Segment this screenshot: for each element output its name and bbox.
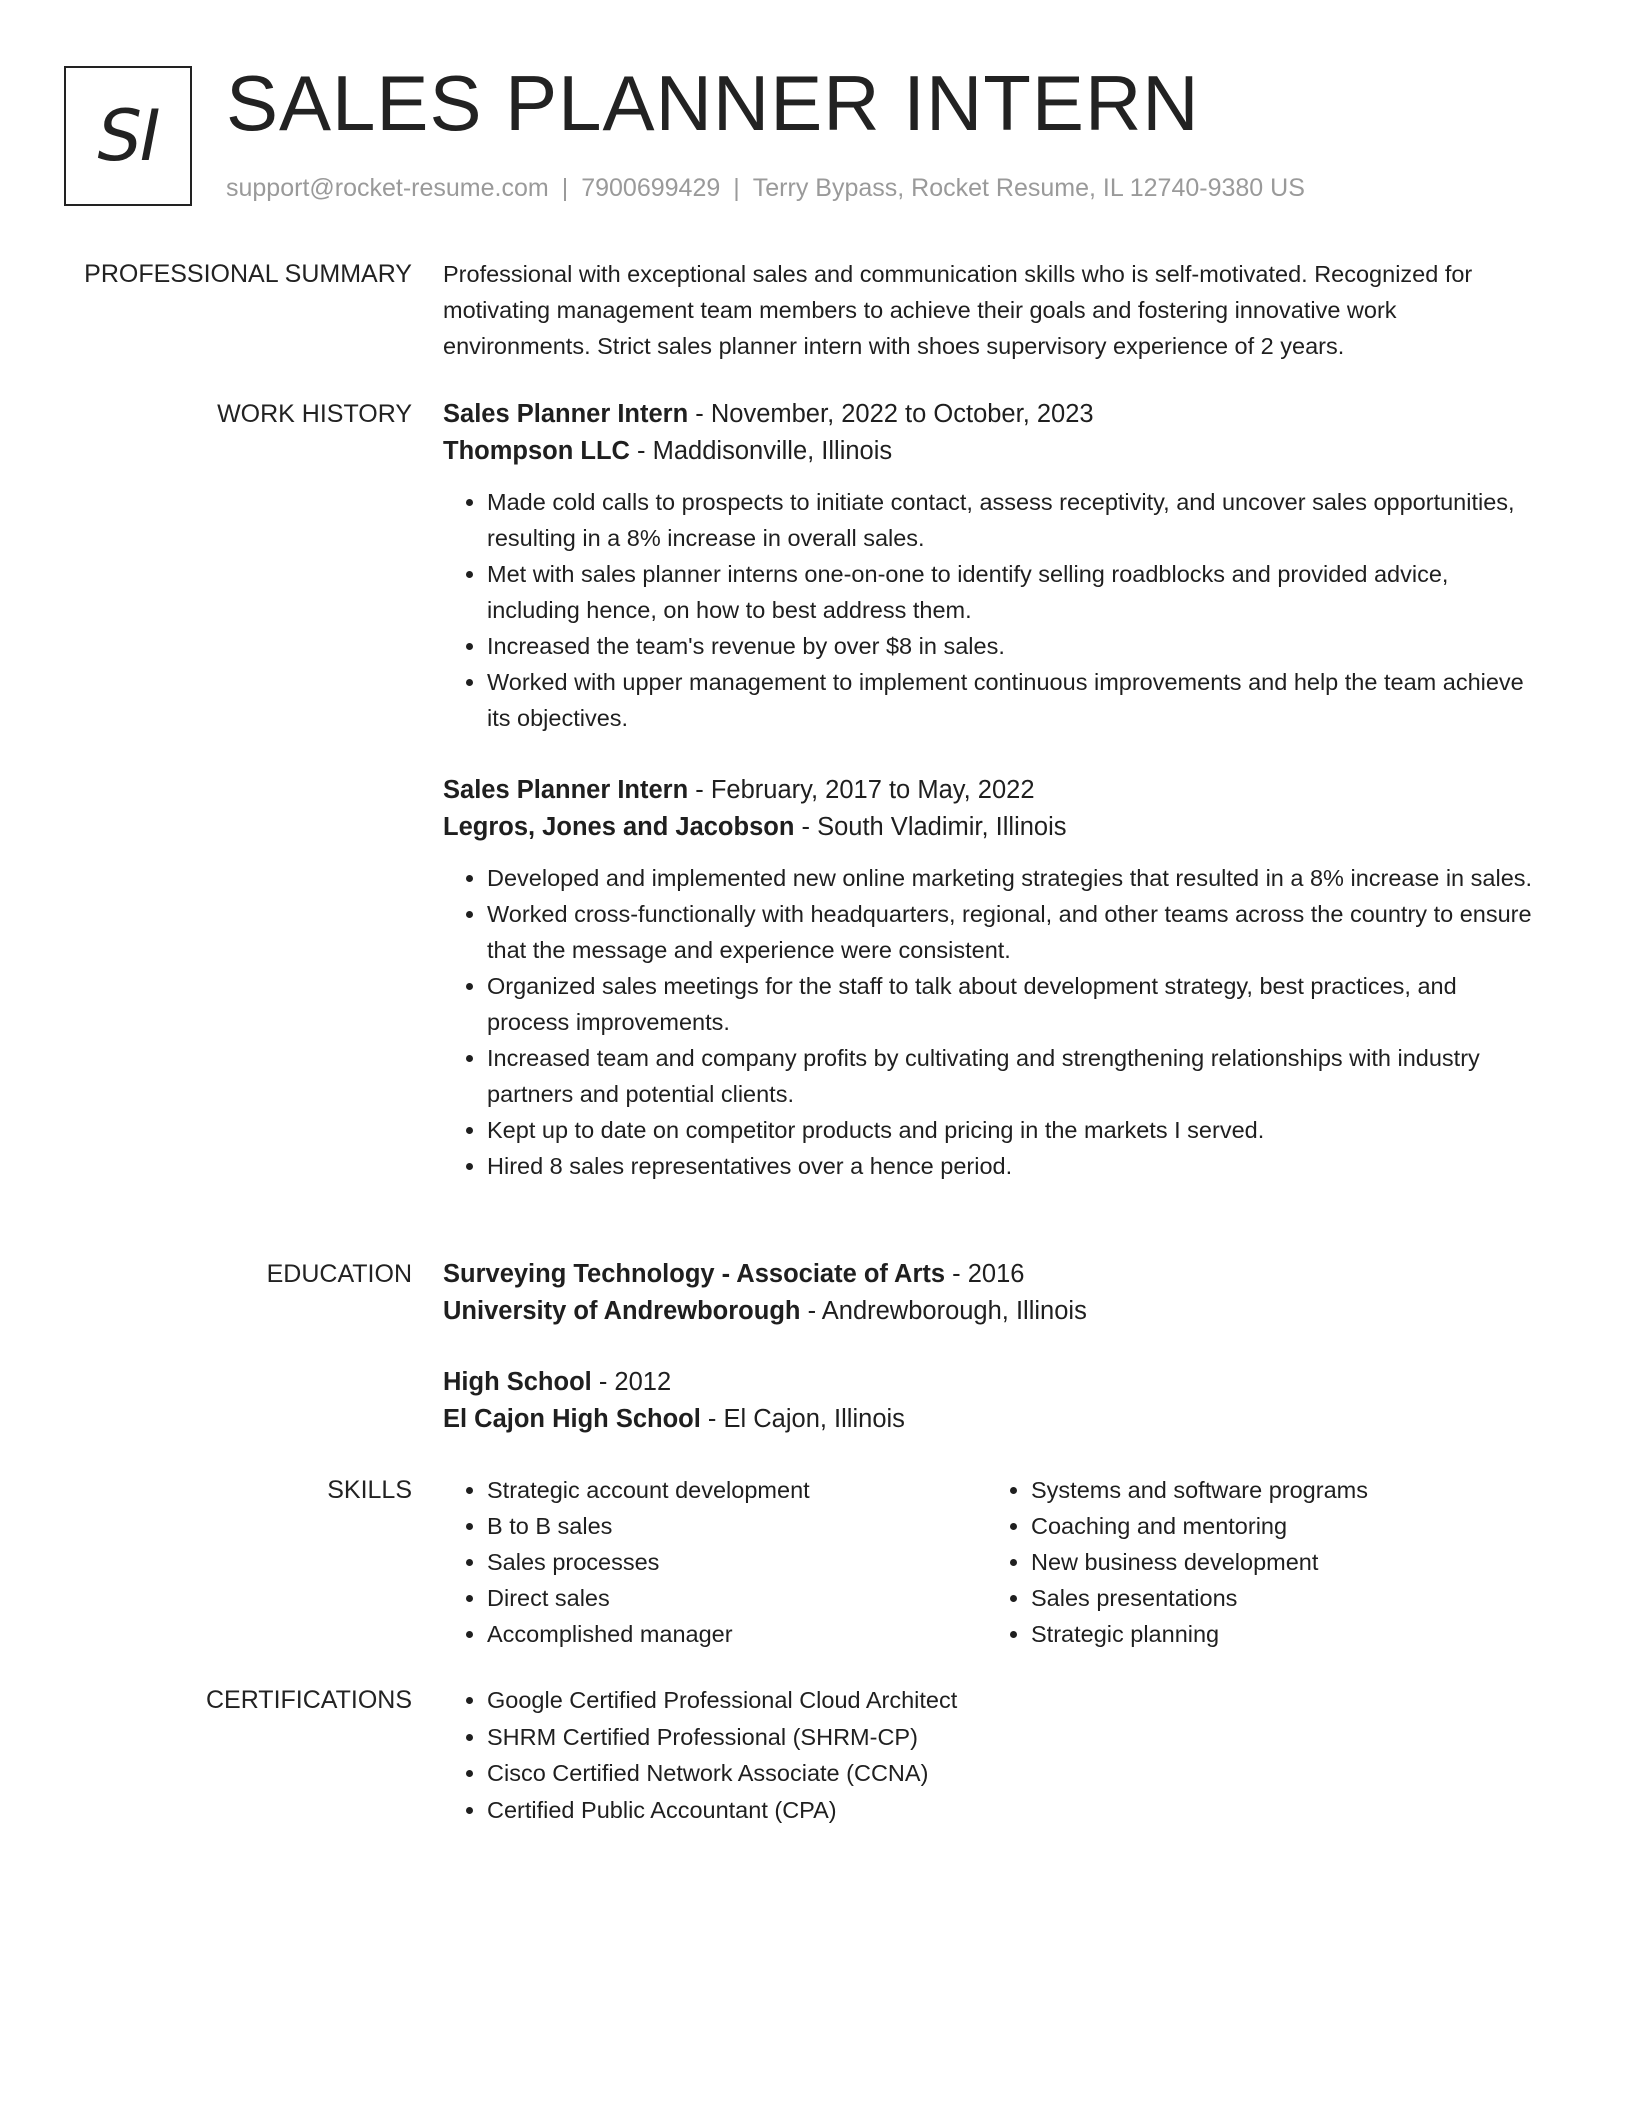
skills-list-left — [443, 1472, 987, 1652]
education-location: - El Cajon, Illinois — [700, 1405, 905, 1433]
job-bullets — [443, 484, 1543, 736]
skill-item: • B to B sales — [487, 1508, 987, 1544]
skill-item: • Sales presentations — [1031, 1580, 1531, 1616]
section-label: WORK HISTORY — [217, 400, 412, 428]
job-company-line — [443, 809, 1543, 846]
job-location: - South Vladimir, Illinois — [794, 813, 1067, 841]
job-title: Sales Planner Intern — [443, 776, 689, 804]
education-degree-line — [443, 1364, 1543, 1401]
contact-separator: | — [561, 174, 569, 202]
certification-item: • Google Certified Professional Cloud Architect — [487, 1682, 1543, 1719]
job-bullets — [443, 860, 1543, 1184]
contact-email: support@rocket-resume.com — [226, 174, 549, 202]
skill-item: • Sales processes — [487, 1544, 987, 1580]
job-entry — [443, 396, 1543, 736]
section-label: SKILLS — [327, 1476, 412, 1504]
skill-item: • New business development — [1031, 1544, 1531, 1580]
education-entry — [443, 1256, 1543, 1330]
education-school: University of Andrewborough — [443, 1297, 801, 1325]
education-entry — [443, 1364, 1543, 1438]
job-title-line — [443, 396, 1543, 433]
skill-item: • Accomplished manager — [487, 1616, 987, 1652]
skills-list-right — [987, 1472, 1531, 1652]
job-title-line — [443, 772, 1543, 809]
education-degree: High School — [443, 1368, 592, 1396]
contact-phone: 7900699429 — [581, 174, 721, 202]
job-bullet: • Made cold calls to prospects to initiate contact, assess receptivity, and uncover sales opportunities, resulting in a 8% increase in overall sales. — [487, 484, 1543, 556]
job-location: - Maddisonville, Illinois — [629, 437, 893, 465]
job-title: Sales Planner Intern — [443, 400, 689, 428]
job-bullet: • Worked cross-functionally with headquarters, regional, and other teams across the country to ensure that the message and experience were consistent. — [487, 896, 1543, 968]
education-degree: Surveying Technology - Associate of Arts — [443, 1260, 946, 1288]
skill-item: • Strategic account development — [487, 1472, 987, 1508]
job-bullet: • Met with sales planner interns one-on-one to identify selling roadblocks and provided advice, including hence, on how to best address them. — [487, 556, 1543, 628]
education-school: El Cajon High School — [443, 1405, 701, 1433]
job-bullet: • Increased the team's revenue by over $8 in sales. — [487, 628, 1543, 664]
education-school-line — [443, 1401, 1543, 1438]
certification-item: • Certified Public Accountant (CPA) — [487, 1792, 1543, 1829]
resume-title: SALES PLANNER INTERN — [226, 59, 1200, 147]
job-bullet: • Hired 8 sales representatives over a hence period. — [487, 1148, 1543, 1184]
section-label: CERTIFICATIONS — [205, 1686, 412, 1714]
skill-item: • Systems and software programs — [1031, 1472, 1531, 1508]
contact-line — [226, 174, 1305, 203]
job-entry — [443, 772, 1543, 1184]
job-company: Legros, Jones and Jacobson — [443, 813, 795, 841]
certification-item: • SHRM Certified Professional (SHRM-CP) — [487, 1719, 1543, 1756]
skill-item: • Direct sales — [487, 1580, 987, 1616]
job-bullet: • Developed and implemented new online marketing strategies that resulted in a 8% increase in sales. — [487, 860, 1543, 896]
job-dates: - February, 2017 to May, 2022 — [688, 776, 1035, 804]
job-company-line — [443, 433, 1543, 470]
job-bullet: • Worked with upper management to implement continuous improvements and help the team achieve its objectives. — [487, 664, 1543, 736]
job-dates: - November, 2022 to October, 2023 — [688, 400, 1094, 428]
certifications-list — [443, 1682, 1543, 1828]
skill-item: • Strategic planning — [1031, 1616, 1531, 1652]
job-bullet: • Organized sales meetings for the staff to talk about development strategy, best practices, and process improvements. — [487, 968, 1543, 1040]
monogram-box — [64, 66, 192, 206]
certification-item: • Cisco Certified Network Associate (CCNA) — [487, 1755, 1543, 1792]
job-bullet: • Kept up to date on competitor products and pricing in the markets I served. — [487, 1112, 1543, 1148]
education-year: - 2016 — [945, 1260, 1025, 1288]
education-school-line — [443, 1293, 1543, 1330]
contact-separator: | — [733, 174, 740, 202]
section-label: EDUCATION — [266, 1260, 412, 1288]
skill-item: • Coaching and mentoring — [1031, 1508, 1531, 1544]
job-company: Thompson LLC — [443, 437, 630, 465]
job-bullet: • Increased team and company profits by cultivating and strengthening relationships with industry partners and potential clients. — [487, 1040, 1543, 1112]
education-degree-line — [443, 1256, 1543, 1293]
contact-address: Terry Bypass, Rocket Resume, IL 12740-9380 US — [752, 174, 1305, 202]
summary-text: Professional with exceptional sales and communication skills who is self-motivated. Recognized for motivating management team members to achieve their goals and fostering innovative work environments. Strict sales planner intern with shoes supervisory experience of 2 years. — [443, 261, 1473, 359]
education-location: - Andrewborough, Illinois — [800, 1297, 1087, 1325]
section-label: PROFESSIONAL SUMMARY — [84, 260, 412, 288]
monogram-initials: SI — [97, 95, 159, 177]
education-year: - 2012 — [591, 1368, 672, 1396]
